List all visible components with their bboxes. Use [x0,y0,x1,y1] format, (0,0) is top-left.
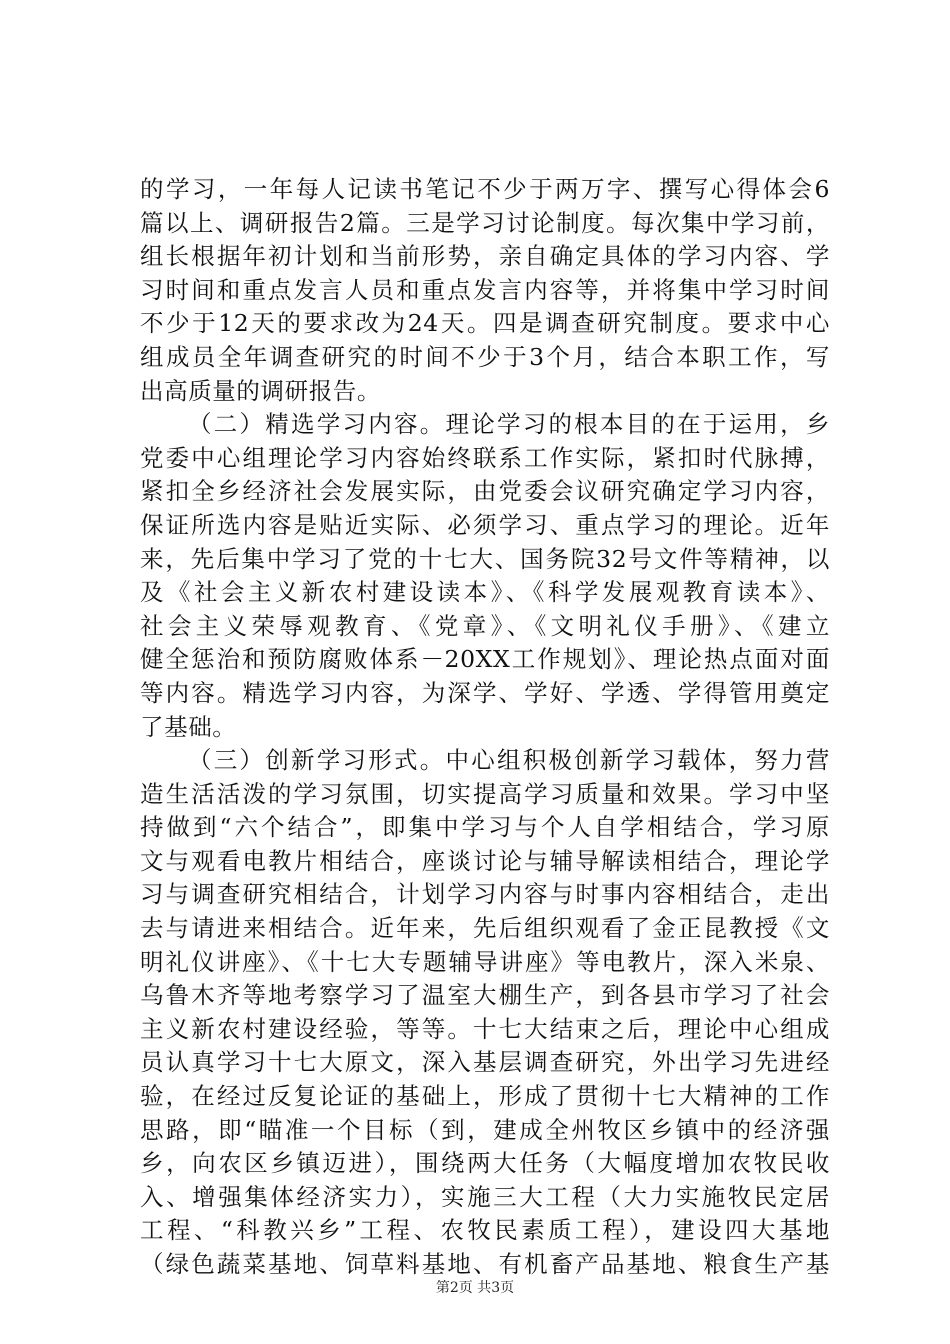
text-line: 等内容。精选学习内容，为深学、学好、学透、学得管用奠定 [140,678,830,707]
text-line: 明礼仪讲座》、《十七大专题辅导讲座》等电教片，深入米泉、 [140,947,830,976]
text-line: 去与请进来相结合。近年来，先后组织观看了金正昆教授《文 [140,914,830,943]
text-line: 入、增强集体经济实力），实施三大工程（大力实施牧民定居 [140,1182,830,1211]
text-line: 的学习，一年每人记读书笔记不少于两万字、撰写心得体会6 [140,175,830,203]
text-line: 员认真学习十七大原文，深入基层调查研究，外出学习先进经 [140,1048,830,1077]
text-line: 紧扣全乡经济社会发展实际，由党委会议研究确定学习内容， [140,477,830,506]
page-number-label: 第2页 共3页 [435,1280,515,1296]
text-line: 习与调查研究相结合，计划学习内容与时事内容相结合，走出 [140,880,830,909]
text-line: 工程、“科教兴乡”工程、农牧民素质工程），建设四大基地 [140,1216,830,1245]
body-text [140,173,830,1282]
text-line: 验，在经过反复论证的基础上，形成了贯彻十七大精神的工作 [140,1082,830,1111]
text-line: 出高质量的调研报告。 [140,376,381,405]
text-line: 造生活活泼的学习氛围，切实提高学习质量和效果。学习中坚 [140,779,830,808]
text-line: 组长根据年初计划和当前形势，亲自确定具体的学习内容、学 [140,242,830,271]
text-line: 持做到“六个结合”，即集中学习与个人自学相结合，学习原 [140,813,830,842]
text-line: 社会主义荣辱观教育、《党章》、《文明礼仪手册》、《建立 [140,611,830,640]
text-line: 了基础。 [140,712,237,741]
text-line: 主义新农村建设经验，等等。十七大结束之后，理论中心组成 [140,1014,830,1043]
text-line: 习时间和重点发言人员和重点发言内容等，并将集中学习时间 [140,275,830,304]
paragraph-heading-line: （三）创新学习形式。中心组积极创新学习载体，努力营 [188,746,830,775]
text-line: （绿色蔬菜基地、饲草料基地、有机畜产品基地、粮食生产基 [140,1250,830,1278]
text-line: 健全惩治和预防腐败体系－20XX工作规划》、理论热点面对面 [140,645,830,674]
text-line: 乌鲁木齐等地考察学习了温室大棚生产，到各县市学习了社会 [140,981,830,1010]
text-line: 篇以上、调研报告2篇。三是学习讨论制度。每次集中学习前， [140,208,830,237]
text-line: 乡，向农区乡镇迈进），围绕两大任务（大幅度增加农牧民收 [140,1149,830,1178]
text-line: 组成员全年调查研究的时间不少于3个月，结合本职工作，写 [140,342,830,371]
text-line: 党委中心组理论学习内容始终联系工作实际，紧扣时代脉搏， [140,443,830,472]
paragraph-heading-line: （二）精选学习内容。理论学习的根本目的在于运用，乡 [188,410,830,439]
text-line: 思路，即“瞄准一个目标（到，建成全州牧区乡镇中的经济强 [140,1115,830,1144]
page-footer [0,1278,950,1298]
text-line: 不少于12天的要求改为24天。四是调查研究制度。要求中心 [140,309,830,338]
text-line: 文与观看电教片相结合，座谈讨论与辅导解读相结合，理论学 [140,846,830,875]
text-line: 及《社会主义新农村建设读本》、《科学发展观教育读本》、 [140,578,830,607]
text-line: 来，先后集中学习了党的十七大、国务院32号文件等精神，以 [140,544,830,573]
text-line: 保证所选内容是贴近实际、必须学习、重点学习的理论。近年 [140,510,830,539]
